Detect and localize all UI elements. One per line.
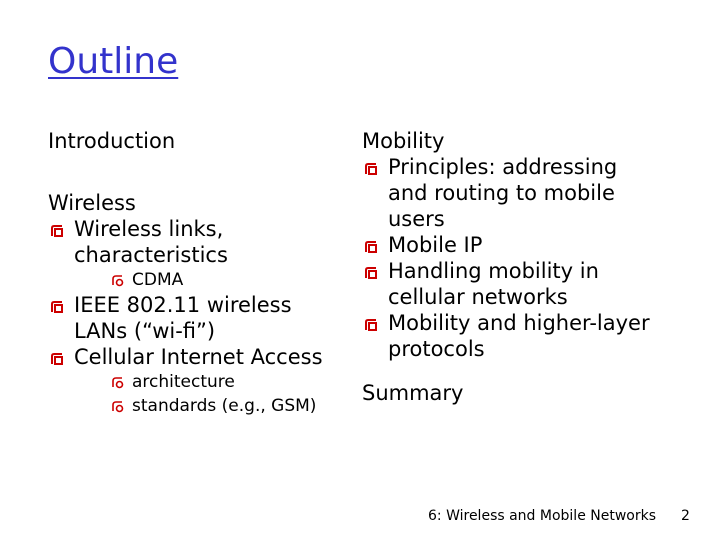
list-item	[74, 370, 328, 394]
left-column	[48, 128, 328, 418]
right-column	[362, 128, 662, 406]
item-text: architecture	[132, 372, 235, 392]
square-bullet-icon	[50, 352, 64, 366]
item-text: standards (e.g., GSM)	[132, 396, 317, 416]
heading-mobility: Mobility	[362, 129, 445, 153]
slide-title: Outline	[48, 41, 179, 82]
list-item	[362, 258, 662, 310]
item-text: CDMA	[132, 270, 184, 290]
square-bullet-icon	[364, 266, 378, 280]
item-text: Cellular Internet Access	[74, 345, 323, 369]
mobility-topics-list	[362, 154, 662, 362]
heading-introduction: Introduction	[48, 129, 176, 153]
list-item	[74, 394, 328, 418]
list-item	[48, 292, 328, 344]
square-bullet-icon	[50, 224, 64, 238]
wireless-topics-list	[48, 216, 328, 418]
list-item	[362, 310, 662, 362]
square-bullet-icon	[364, 240, 378, 254]
item-text: Principles: addressing and routing to mobile users	[388, 155, 618, 231]
list-item	[74, 268, 328, 292]
heading-wireless: Wireless	[48, 191, 136, 215]
item-text: IEEE 802.11 wireless LANs (“wi-fi”)	[74, 293, 292, 343]
item-text: Mobility and higher-layer protocols	[388, 311, 650, 361]
square-bullet-icon	[364, 318, 378, 332]
list-item	[48, 344, 328, 418]
heading-summary: Summary	[362, 381, 464, 405]
list-item	[48, 216, 328, 292]
item-text: Wireless links, characteristics	[74, 217, 228, 267]
item-text: Mobile IP	[388, 233, 483, 257]
slide-footer: 6: Wireless and Mobile Networks	[428, 508, 657, 524]
round-bullet-icon	[112, 377, 124, 389]
round-bullet-icon	[112, 275, 124, 287]
round-bullet-icon	[112, 401, 124, 413]
list-item	[362, 154, 662, 232]
page-number: 2	[681, 508, 690, 524]
square-bullet-icon	[364, 162, 378, 176]
list-item	[362, 232, 662, 258]
item-text: Handling mobility in cellular networks	[388, 259, 599, 309]
square-bullet-icon	[50, 300, 64, 314]
